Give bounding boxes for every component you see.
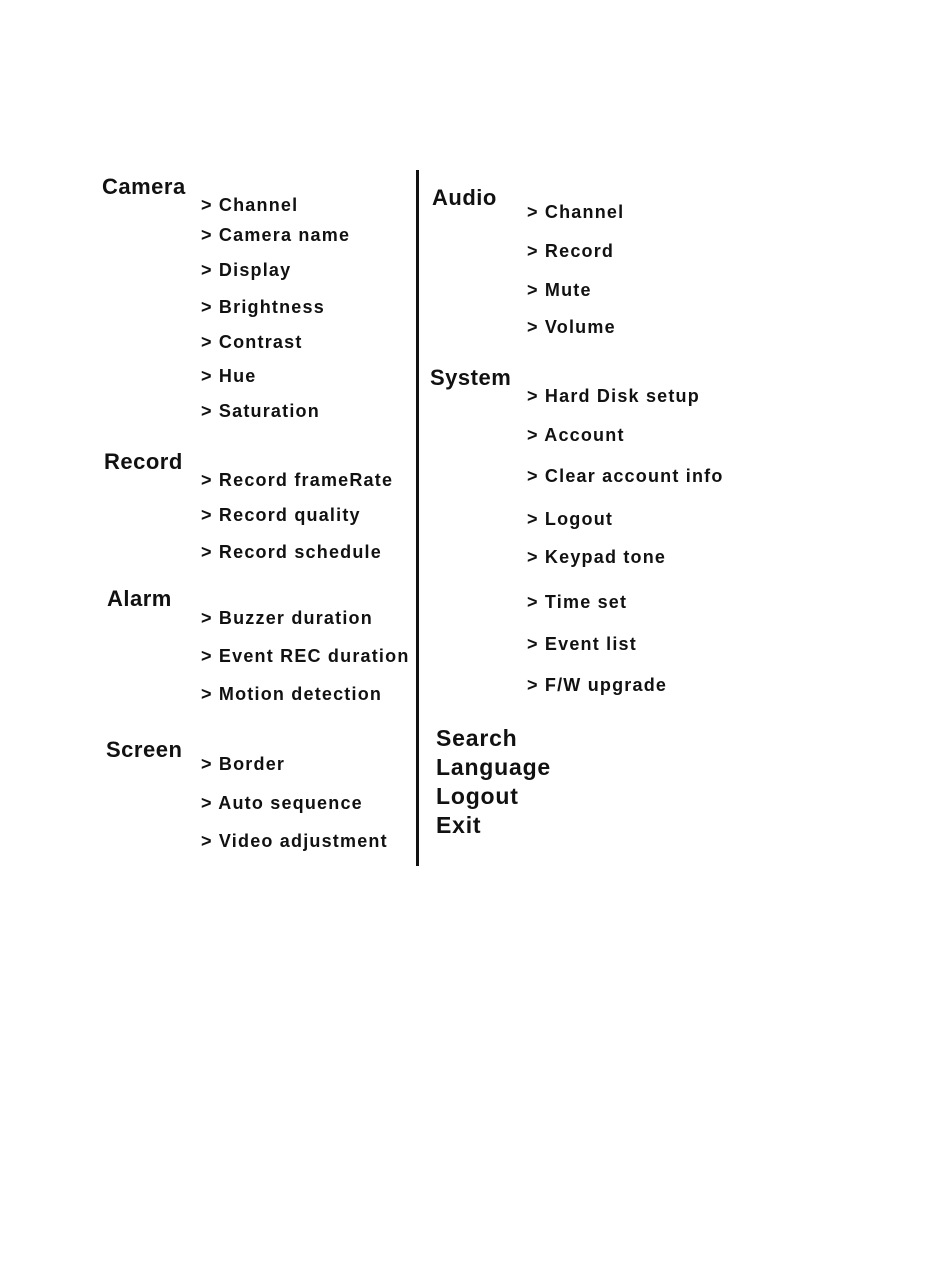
alarm-item-motion-detection: > Motion detection: [201, 684, 383, 704]
system-item-clear-account-info: > Clear account info: [527, 466, 724, 486]
camera-item-saturation: > Saturation: [201, 401, 320, 421]
audio-heading: Audio: [432, 185, 497, 210]
screen-item-video-adjustment: > Video adjustment: [201, 831, 388, 851]
alarm-heading: Alarm: [107, 586, 172, 611]
record-item-quality: > Record quality: [201, 505, 361, 525]
system-heading: System: [430, 365, 512, 390]
audio-item-volume: > Volume: [527, 317, 616, 337]
system-item-fw-upgrade: > F/W upgrade: [527, 675, 668, 695]
screen-heading: Screen: [106, 737, 183, 762]
camera-item-contrast: > Contrast: [201, 332, 303, 352]
alarm-item-buzzer-duration: > Buzzer duration: [201, 608, 373, 628]
column-divider: [416, 170, 419, 866]
record-item-framerate: > Record frameRate: [201, 470, 394, 490]
camera-item-hue: > Hue: [201, 366, 257, 386]
camera-item-camera-name: > Camera name: [201, 225, 351, 245]
audio-item-channel: > Channel: [527, 202, 625, 222]
system-item-keypad-tone: > Keypad tone: [527, 547, 667, 567]
camera-item-display: > Display: [201, 260, 292, 280]
system-item-time-set: > Time set: [527, 592, 628, 612]
command-logout: Logout: [436, 783, 519, 809]
record-item-schedule: > Record schedule: [201, 542, 382, 562]
command-language: Language: [436, 754, 552, 780]
camera-item-channel: > Channel: [201, 195, 299, 215]
camera-heading: Camera: [102, 174, 186, 199]
command-search: Search: [436, 725, 518, 751]
alarm-item-event-rec-duration: > Event REC duration: [201, 646, 410, 666]
system-item-hard-disk-setup: > Hard Disk setup: [527, 386, 700, 406]
screen-item-border: > Border: [201, 754, 286, 774]
record-heading: Record: [104, 449, 183, 474]
command-exit: Exit: [436, 812, 482, 838]
screen-item-auto-sequence: > Auto sequence: [201, 793, 363, 813]
system-item-logout: > Logout: [527, 509, 614, 529]
camera-item-brightness: > Brightness: [201, 297, 325, 317]
audio-item-mute: > Mute: [527, 280, 592, 300]
system-item-account: > Account: [527, 425, 625, 445]
audio-item-record: > Record: [527, 241, 615, 261]
system-item-event-list: > Event list: [527, 634, 637, 654]
